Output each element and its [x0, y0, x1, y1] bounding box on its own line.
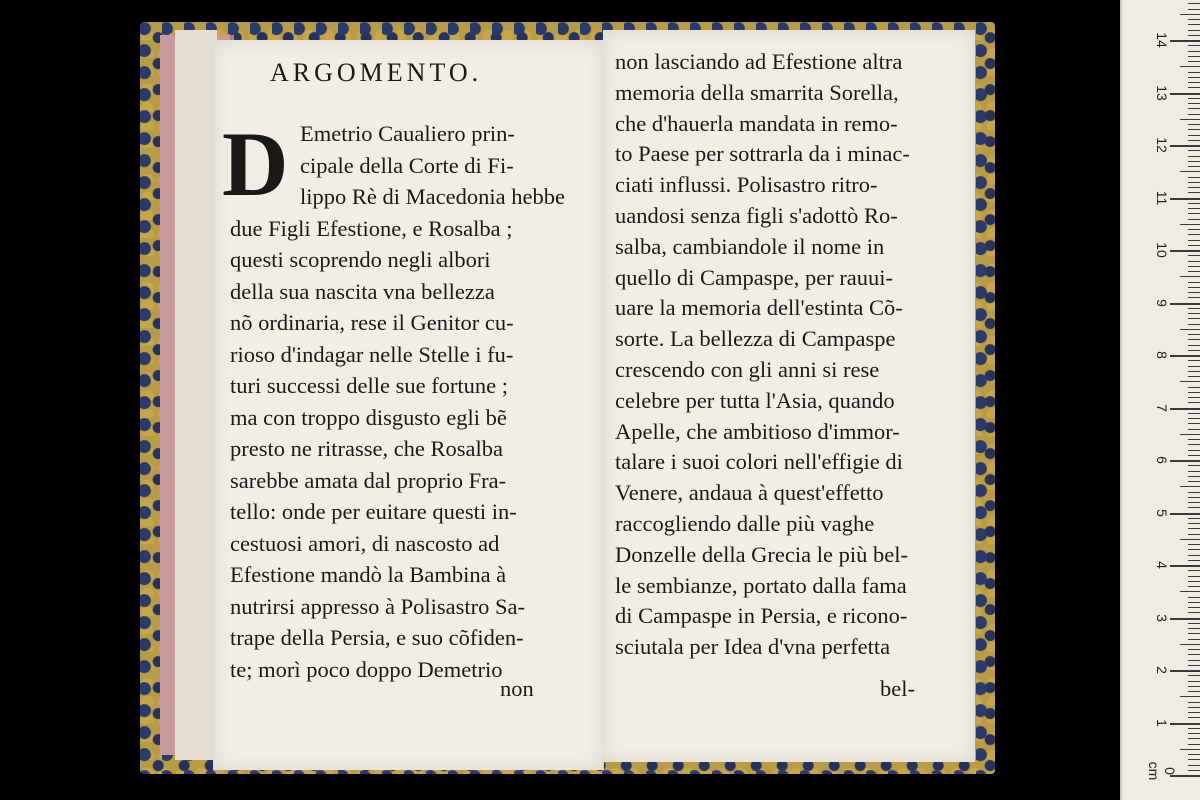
ruler-tick — [1180, 486, 1200, 487]
ruler-tick — [1188, 19, 1200, 20]
ruler-tick — [1188, 528, 1200, 529]
ruler-tick — [1188, 261, 1200, 262]
ruler-tick — [1188, 444, 1200, 445]
ruler-tick — [1170, 513, 1200, 515]
ruler-tick — [1188, 45, 1200, 46]
ruler-number: 6 — [1154, 456, 1170, 464]
ruler-tick — [1188, 345, 1200, 346]
left-text-line: cestuosi amori, di nascosto ad — [230, 530, 500, 556]
ruler-tick — [1180, 381, 1200, 382]
ruler-tick — [1188, 371, 1200, 372]
ruler-tick — [1188, 360, 1200, 361]
left-text-line: non — [500, 676, 534, 701]
ruler-tick — [1188, 507, 1200, 508]
ruler-tick — [1170, 250, 1200, 252]
ruler-tick — [1180, 434, 1200, 435]
ruler-tick — [1180, 119, 1200, 120]
ruler-tick — [1180, 66, 1200, 67]
ruler-number: 8 — [1154, 351, 1170, 359]
ruler-tick — [1188, 728, 1200, 729]
ruler-tick — [1188, 402, 1200, 403]
ruler-number: 3 — [1154, 613, 1170, 622]
ruler-tick — [1188, 738, 1200, 739]
ruler-tick — [1188, 413, 1200, 414]
ruler-tick — [1188, 387, 1200, 388]
ruler-tick — [1188, 166, 1200, 167]
blank-leaf — [175, 30, 217, 760]
ruler-unit-label: 0 cm — [1146, 761, 1178, 781]
left-text-line: turi successi delle sue fortune ; — [230, 373, 509, 398]
ruler-tick — [1188, 576, 1200, 577]
ruler-tick — [1188, 87, 1200, 88]
ruler-tick — [1188, 61, 1200, 62]
ruler-tick — [1188, 455, 1200, 456]
ruler-tick — [1180, 749, 1200, 750]
ruler-tick — [1188, 549, 1200, 550]
ruler-tick — [1188, 324, 1200, 325]
ruler-number: 12 — [1154, 137, 1170, 153]
ruler-tick — [1188, 471, 1200, 472]
right-text-line: sorte. La bellezza di Campaspe — [615, 326, 896, 352]
ruler-tick — [1188, 423, 1200, 424]
ruler-tick — [1188, 639, 1200, 640]
ruler-tick — [1170, 723, 1200, 725]
ruler-tick — [1188, 287, 1200, 288]
ruler-tick — [1188, 313, 1200, 314]
ruler-tick — [1188, 502, 1200, 503]
left-text-line: cipale della Corte di Fi- — [300, 152, 514, 178]
ruler-tick — [1188, 586, 1200, 587]
ruler-tick — [1188, 376, 1200, 377]
ruler-tick — [1188, 397, 1200, 398]
ruler-number: 11 — [1154, 190, 1170, 205]
ruler-tick — [1188, 98, 1200, 99]
ruler-tick — [1188, 103, 1200, 104]
ruler-number: 14 — [1154, 32, 1170, 48]
left-text-line: nõ ordinaria, rese il Genitor cu- — [230, 310, 514, 335]
left-text-line: trape della Persia, e suo cõfiden- — [230, 625, 524, 650]
ruler-tick — [1188, 114, 1200, 115]
ruler-number: 5 — [1154, 508, 1170, 517]
drop-cap: D — [222, 113, 289, 215]
right-text-line: raccogliendo dalle più vaghe — [615, 511, 875, 536]
ruler-tick — [1170, 145, 1200, 147]
ruler-tick — [1188, 481, 1200, 482]
ruler-tick — [1188, 707, 1200, 708]
ruler-tick — [1188, 560, 1200, 561]
ruler-tick — [1188, 135, 1200, 136]
right-text-line: to Paese per sottrarla da i minac- — [615, 141, 910, 167]
ruler-tick — [1170, 355, 1200, 357]
ruler-tick — [1170, 618, 1200, 620]
ruler-tick — [1188, 318, 1200, 319]
ruler-tick — [1188, 675, 1200, 676]
left-text-line: rioso d'indagar nelle Stelle i fu- — [230, 341, 514, 367]
ruler-tick — [1188, 271, 1200, 272]
ruler-tick — [1188, 334, 1200, 335]
ruler-tick — [1188, 492, 1200, 493]
ruler-tick — [1188, 602, 1200, 603]
right-text-line: celebre per tutta l'Asia, quando — [615, 387, 895, 413]
ruler-number: 1 — [1154, 718, 1170, 727]
ruler-tick — [1188, 681, 1200, 682]
ruler-tick — [1170, 93, 1200, 95]
right-text-line: uare la memoria dell'estinta Cõ- — [615, 295, 903, 321]
ruler-number: 2 — [1154, 666, 1170, 674]
ruler-tick — [1188, 9, 1200, 10]
ruler-tick — [1188, 208, 1200, 209]
ruler-tick — [1180, 539, 1200, 540]
ruler-tick — [1188, 518, 1200, 519]
ruler-tick — [1188, 177, 1200, 178]
ruler-tick — [1188, 234, 1200, 235]
ruler-tick — [1188, 3, 1200, 4]
right-text-line: Apelle, che ambitioso d'immor- — [615, 418, 900, 444]
ruler-tick — [1188, 607, 1200, 608]
left-text-line: ma con troppo disgusto egli bẽ — [230, 404, 507, 430]
ruler-tick — [1188, 665, 1200, 666]
ruler-number: 4 — [1154, 561, 1170, 569]
ruler-tick — [1170, 408, 1200, 410]
ruler-tick — [1188, 350, 1200, 351]
ruler-tick — [1188, 450, 1200, 451]
ruler-tick — [1188, 476, 1200, 477]
page-heading: ARGOMENTO. — [270, 58, 483, 87]
ruler-tick — [1170, 40, 1200, 42]
left-text-line: due Figli Efestione, e Rosalba ; — [230, 215, 513, 241]
right-text-line: sciutala per Idea d'vna perfetta — [615, 634, 891, 660]
ruler-tick — [1180, 171, 1200, 172]
ruler-tick — [1188, 633, 1200, 634]
ruler-tick — [1170, 303, 1200, 305]
ruler-tick — [1188, 229, 1200, 230]
ruler-number: 9 — [1154, 298, 1170, 307]
ruler-tick — [1188, 612, 1200, 613]
right-text-line: quello di Campaspe, per rauui- — [615, 264, 894, 290]
ruler-tick — [1188, 649, 1200, 650]
ruler-tick — [1188, 759, 1200, 760]
ruler-tick — [1188, 497, 1200, 498]
left-text-line: Emetrio Caualiero prin- — [300, 121, 515, 146]
ruler-number: 7 — [1154, 403, 1170, 412]
right-text-line: uandosi senza figli s'adottò Ro- — [615, 203, 898, 228]
right-text-line: ciati influssi. Polisastro ritro- — [615, 172, 878, 198]
ruler-tick — [1188, 182, 1200, 183]
ruler-tick — [1188, 712, 1200, 713]
ruler-tick — [1188, 161, 1200, 162]
ruler-tick — [1188, 733, 1200, 734]
ruler-tick — [1188, 240, 1200, 241]
ruler-tick — [1188, 628, 1200, 629]
ruler-tick — [1188, 418, 1200, 419]
ruler-number: 10 — [1154, 242, 1170, 258]
ruler-tick — [1188, 765, 1200, 766]
ruler-tick — [1188, 392, 1200, 393]
ruler-tick — [1188, 24, 1200, 25]
left-text-line: nutrirsi appresso à Polisastro Sa- — [230, 593, 525, 619]
ruler-tick — [1188, 597, 1200, 598]
ruler-tick — [1188, 744, 1200, 745]
right-text-line: crescendo con gli anni si rese — [615, 357, 880, 382]
ruler-tick — [1188, 187, 1200, 188]
ruler-tick — [1188, 292, 1200, 293]
ruler-tick — [1188, 308, 1200, 309]
ruler-number: 13 — [1154, 84, 1170, 101]
left-text-line: sarebbe amata dal proprio Fra- — [230, 467, 507, 493]
ruler-tick — [1188, 555, 1200, 556]
ruler-tick — [1188, 544, 1200, 545]
ruler-tick — [1188, 72, 1200, 73]
ruler-tick — [1188, 82, 1200, 83]
ruler-tick — [1188, 581, 1200, 582]
ruler-tick — [1188, 51, 1200, 52]
right-text-line: memoria della smarrita Sorella, — [615, 79, 899, 105]
ruler-tick — [1180, 329, 1200, 330]
left-text-line: te; morì poco doppo Demetrio — [230, 656, 503, 682]
left-text-line: della sua nascita vna bellezza — [230, 278, 495, 304]
right-text-line: Venere, andaua à quest'effetto — [615, 480, 884, 506]
ruler-tick — [1188, 623, 1200, 624]
ruler-tick — [1170, 198, 1200, 200]
ruler-tick — [1188, 150, 1200, 151]
left-text-line: Efestione mandò la Bambina à — [230, 562, 507, 587]
ruler-tick — [1188, 429, 1200, 430]
right-text-line: di Campaspe in Persia, e ricono- — [615, 603, 908, 629]
ruler-tick — [1188, 129, 1200, 130]
ruler-tick — [1180, 276, 1200, 277]
ruler-tick — [1188, 255, 1200, 256]
ruler-tick — [1188, 366, 1200, 367]
left-text-line: presto ne ritrasse, che Rosalba — [230, 436, 504, 461]
ruler-tick — [1188, 465, 1200, 466]
ruler-tick — [1188, 660, 1200, 661]
ruler-tick — [1188, 108, 1200, 109]
ruler-tick — [1180, 591, 1200, 592]
right-text-line: Donzelle della Grecia le più bel- — [615, 541, 908, 567]
ruler-tick — [1188, 35, 1200, 36]
ruler-tick — [1188, 282, 1200, 283]
ruler-tick — [1188, 754, 1200, 755]
ruler-tick — [1188, 770, 1200, 771]
right-text-line: non lasciando ad Efestione altra — [615, 49, 903, 74]
ruler-tick — [1188, 203, 1200, 204]
ruler-tick — [1188, 213, 1200, 214]
ruler-tick — [1188, 702, 1200, 703]
ruler-tick — [1188, 686, 1200, 687]
ruler-tick — [1188, 56, 1200, 57]
ruler-tick — [1180, 14, 1200, 15]
ruler-tick — [1188, 691, 1200, 692]
ruler-tick — [1188, 339, 1200, 340]
ruler-tick — [1180, 224, 1200, 225]
ruler-tick — [1188, 570, 1200, 571]
ruler-tick — [1188, 523, 1200, 524]
ruler-tick — [1188, 717, 1200, 718]
ruler-tick — [1170, 565, 1200, 567]
ruler-tick — [1188, 266, 1200, 267]
right-text-line: talare i suoi colori nell'effigie di — [615, 449, 903, 475]
ruler-tick — [1180, 644, 1200, 645]
ruler-tick — [1188, 30, 1200, 31]
right-text-line: che d'hauerla mandata in remo- — [615, 110, 898, 136]
ruler-tick — [1188, 192, 1200, 193]
right-text-line: le sembianze, portato dalla fama — [615, 572, 907, 598]
ruler-tick — [1188, 140, 1200, 141]
right-text-line: bel- — [880, 676, 915, 701]
ruler-tick — [1188, 245, 1200, 246]
left-text-line: lippo Rè di Macedonia hebbe — [300, 184, 565, 209]
ruler-tick — [1180, 696, 1200, 697]
ruler-tick — [1170, 670, 1200, 672]
ruler-tick — [1188, 77, 1200, 78]
left-text-line: questi scoprendo negli albori — [230, 247, 491, 272]
ruler-tick — [1188, 219, 1200, 220]
ruler-tick — [1188, 156, 1200, 157]
ruler-tick — [1188, 654, 1200, 655]
right-text-line: salba, cambiandole il nome in — [615, 233, 885, 259]
ruler-tick — [1188, 297, 1200, 298]
ruler-tick — [1188, 534, 1200, 535]
ruler-tick — [1170, 460, 1200, 462]
ruler-tick — [1188, 124, 1200, 125]
ruler-tick — [1188, 439, 1200, 440]
left-text-line: tello: onde per euitare questi in- — [230, 499, 517, 524]
